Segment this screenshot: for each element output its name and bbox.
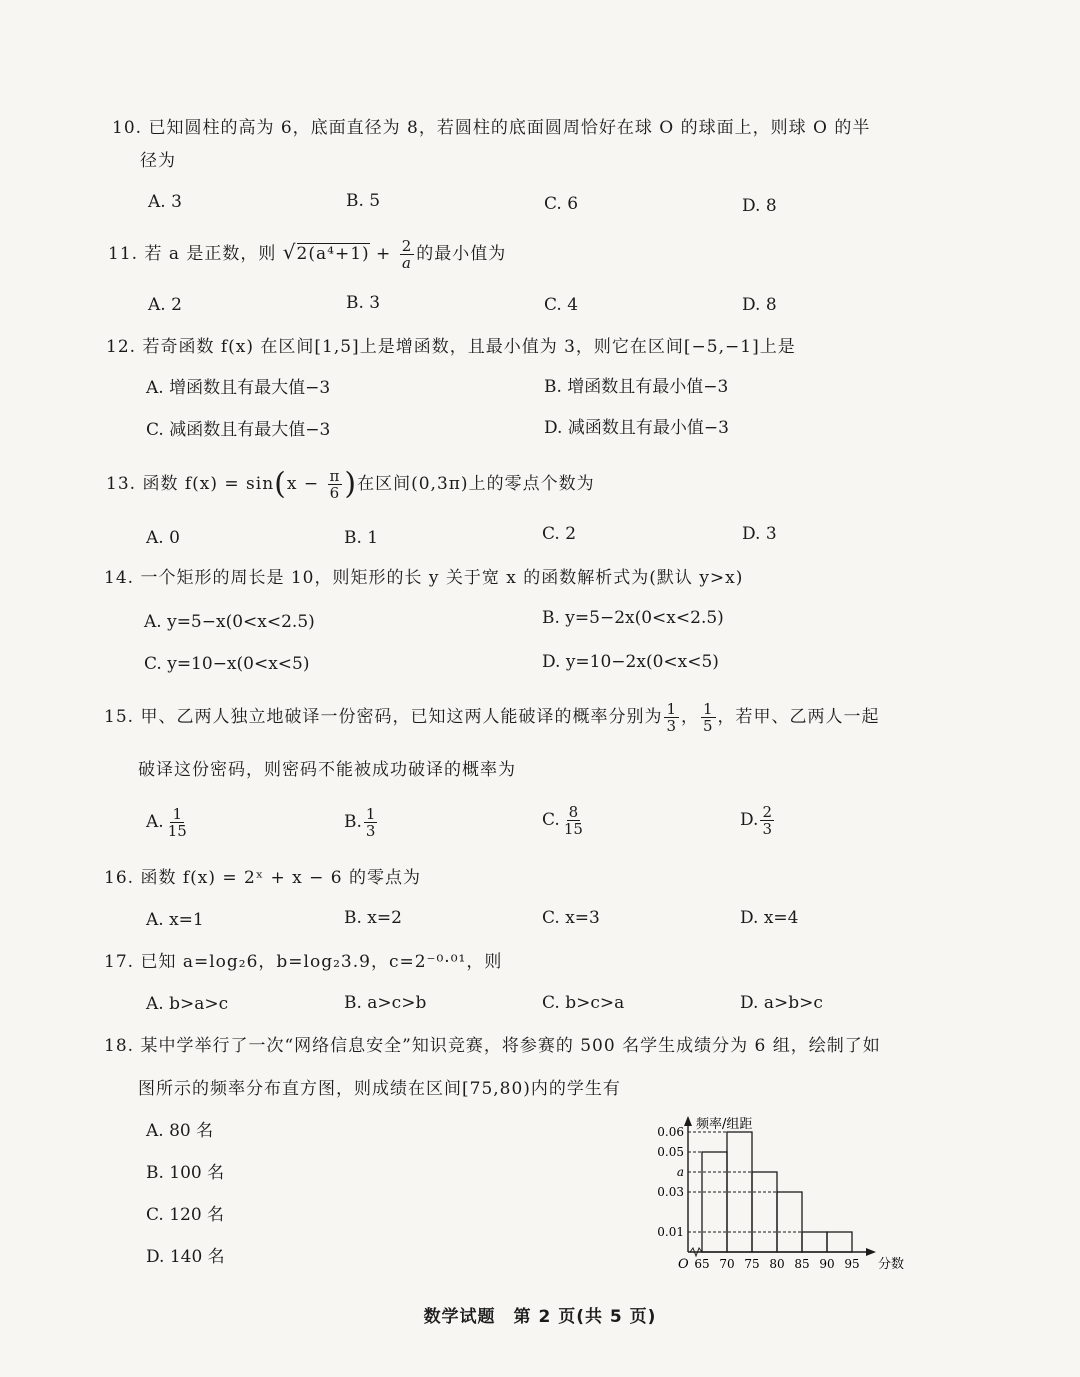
q13-stem [106, 466, 595, 503]
q17-stem: 17. 已知 a=log₂6，b=log₂3.9，c=2⁻⁰·⁰¹，则 [104, 952, 503, 972]
page-footer: 数学试题 第 2 页(共 5 页) [423, 1307, 657, 1327]
q15-sep: ， [681, 707, 699, 727]
y-axis-label: 频率/组距 [696, 1117, 753, 1132]
q11-option-d: D. 8 [742, 295, 777, 315]
left-paren: ( [274, 466, 287, 502]
q15-option-d-num: 2 [762, 803, 772, 821]
sqrt-sign: √ [282, 240, 297, 264]
q13-stem-suffix: 在区间(0,3π)上的零点个数为 [357, 474, 595, 494]
q11-fraction [400, 238, 415, 271]
q15-stem-line1 [104, 697, 880, 737]
q12-stem: 12. 若奇函数 f(x) 在区间[1,5]上是增函数，且最小值为 3，则它在区间[−5,−1]上是 [106, 337, 796, 357]
q14-option-c: C. y=10−x(0<x<5) [144, 654, 310, 674]
q14-option-d: D. y=10−2x(0<x<5) [542, 652, 719, 672]
histogram-bar [752, 1172, 777, 1252]
y-tick-label: a [676, 1165, 684, 1179]
q10-stem-line2: 径为 [140, 151, 176, 171]
q16-option-d: D. x=4 [740, 908, 799, 928]
q15-option-c-label: C. [542, 810, 560, 830]
q18-stem-line1: 18. 某中学举行了一次“网络信息安全”知识竞赛，将参赛的 500 名学生成绩分为 6 组，绘制了如 [104, 1036, 881, 1056]
y-tick-label: 0.01 [657, 1225, 684, 1239]
q15-option-a [146, 806, 191, 839]
x-tick-label: 80 [769, 1257, 785, 1271]
q15-option-d-label: D. [740, 810, 759, 830]
q18-option-c: C. 120 名 [146, 1205, 225, 1225]
q18-option-b: B. 100 名 [146, 1163, 225, 1183]
q15-frac-1 [664, 701, 679, 734]
q17-option-a: A. b>a>c [146, 994, 229, 1014]
x-tick-label: 95 [844, 1257, 860, 1271]
q12-option-c: C. 减函数且有最大值−3 [146, 420, 331, 440]
q15-option-b-label: B. [344, 812, 362, 832]
q17-option-d: D. a>b>c [740, 993, 823, 1013]
x-axis-arrow [866, 1248, 876, 1256]
q13-option-d: D. 3 [742, 524, 777, 544]
q11-frac-num: 2 [401, 237, 413, 255]
q10-option-d: D. 8 [742, 196, 777, 216]
x-tick-label: 70 [719, 1257, 735, 1271]
histogram-bar [827, 1232, 852, 1252]
q10-option-c: C. 6 [544, 194, 579, 214]
q15-option-a-label: A. [146, 812, 164, 832]
q15-stem-suffix: ，若甲、乙两人一起 [717, 707, 880, 727]
q18-stem-line2: 图所示的频率分布直方图，则成绩在区间[75,80)内的学生有 [138, 1079, 621, 1099]
q15-option-b-frac [364, 806, 378, 839]
q13-fraction [328, 468, 343, 501]
q14-stem: 14. 一个矩形的周长是 10，则矩形的长 y 关于宽 x 的函数解析式为(默认 y>x) [104, 568, 744, 588]
x-tick-label: 90 [819, 1257, 835, 1271]
y-tick-label: 0.05 [657, 1145, 684, 1159]
q13-option-a: A. 0 [146, 528, 180, 548]
q15-option-b [344, 806, 379, 839]
histogram-bar [802, 1232, 827, 1252]
q15-option-a-num: 1 [172, 805, 182, 823]
q15-option-d-frac [760, 804, 774, 837]
q12-option-a: A. 增函数且有最大值−3 [146, 378, 331, 398]
frequency-histogram [640, 1112, 930, 1280]
q12-option-d: D. 减函数且有最小值−3 [544, 418, 729, 438]
q13-frac-num: π [329, 467, 341, 485]
origin-label: O [678, 1257, 689, 1272]
histogram-bar [702, 1152, 727, 1252]
q10-option-a: A. 3 [148, 192, 182, 212]
q15-option-c-frac [562, 804, 585, 837]
q15-frac2-den: 5 [703, 717, 714, 735]
q16-option-a: A. x=1 [146, 910, 204, 930]
q11-plus: + [369, 244, 398, 264]
q15-option-c-num: 8 [568, 803, 579, 821]
q13-option-b: B. 1 [344, 528, 379, 548]
q11-stem [108, 234, 506, 272]
q15-option-b-num: 1 [365, 805, 376, 823]
q15-option-d-den: 3 [762, 820, 772, 838]
q13-frac-den: 6 [329, 484, 341, 502]
q15-option-c [542, 804, 587, 837]
q15-stem-prefix: 15. 甲、乙两人独立地破译一份密码，已知这两人能破译的概率分别为 [104, 707, 663, 727]
q15-frac-2 [701, 701, 716, 734]
y-axis-arrow [684, 1116, 692, 1126]
q11-option-b: B. 3 [346, 293, 381, 313]
q11-frac-den: a [402, 254, 412, 272]
q16-stem: 16. 函数 f(x) = 2ˣ + x − 6 的零点为 [104, 868, 421, 888]
q11-stem-prefix: 11. 若 a 是正数，则 [108, 244, 283, 264]
q15-stem-line2: 破译这份密码，则密码不能被成功破译的概率为 [138, 760, 516, 780]
q11-stem-suffix: 的最小值为 [416, 244, 507, 264]
q13-stem-prefix: 13. 函数 f(x) = sin [106, 474, 275, 494]
q10-stem-line1: 10. 已知圆柱的高为 6，底面直径为 8，若圆柱的底面圆周恰好在球 O 的球面上，则球 O 的半 [112, 118, 871, 138]
q18-option-d: D. 140 名 [146, 1247, 225, 1267]
x-axis-label: 分数 [878, 1257, 905, 1272]
histogram-bar [777, 1192, 802, 1252]
q15-frac1-den: 3 [666, 717, 677, 735]
q15-frac2-num: 1 [703, 700, 714, 718]
q12-option-b: B. 增函数且有最小值−3 [544, 377, 729, 397]
y-tick-label: 0.06 [657, 1125, 684, 1139]
q15-option-c-den: 15 [563, 820, 583, 838]
q15-option-a-den: 15 [167, 822, 187, 840]
x-tick-label: 65 [694, 1257, 710, 1271]
q14-option-b: B. y=5−2x(0<x<2.5) [542, 608, 724, 628]
q15-frac1-num: 1 [666, 700, 677, 718]
q15-option-d [740, 804, 776, 837]
q16-option-b: B. x=2 [344, 908, 402, 928]
q16-option-c: C. x=3 [542, 908, 600, 928]
x-tick-label: 85 [794, 1257, 810, 1271]
q10-option-b: B. 5 [346, 191, 381, 211]
q11-option-c: C. 4 [544, 295, 579, 315]
q14-option-a: A. y=5−x(0<x<2.5) [144, 612, 315, 632]
q13-paren-inner: x − [286, 474, 326, 494]
q15-option-a-frac [166, 806, 189, 839]
right-paren: ) [344, 466, 358, 502]
q13-option-c: C. 2 [542, 524, 577, 544]
q17-option-b: B. a>c>b [344, 993, 427, 1013]
y-tick-label: 0.03 [657, 1185, 684, 1199]
q11-option-a: A. 2 [148, 295, 182, 315]
x-tick-label: 75 [744, 1257, 760, 1271]
q17-option-c: C. b>c>a [542, 993, 625, 1013]
q18-option-a: A. 80 名 [146, 1121, 214, 1141]
q15-option-b-den: 3 [365, 822, 376, 840]
q11-radicand: 2(a⁴+1) [296, 244, 370, 264]
